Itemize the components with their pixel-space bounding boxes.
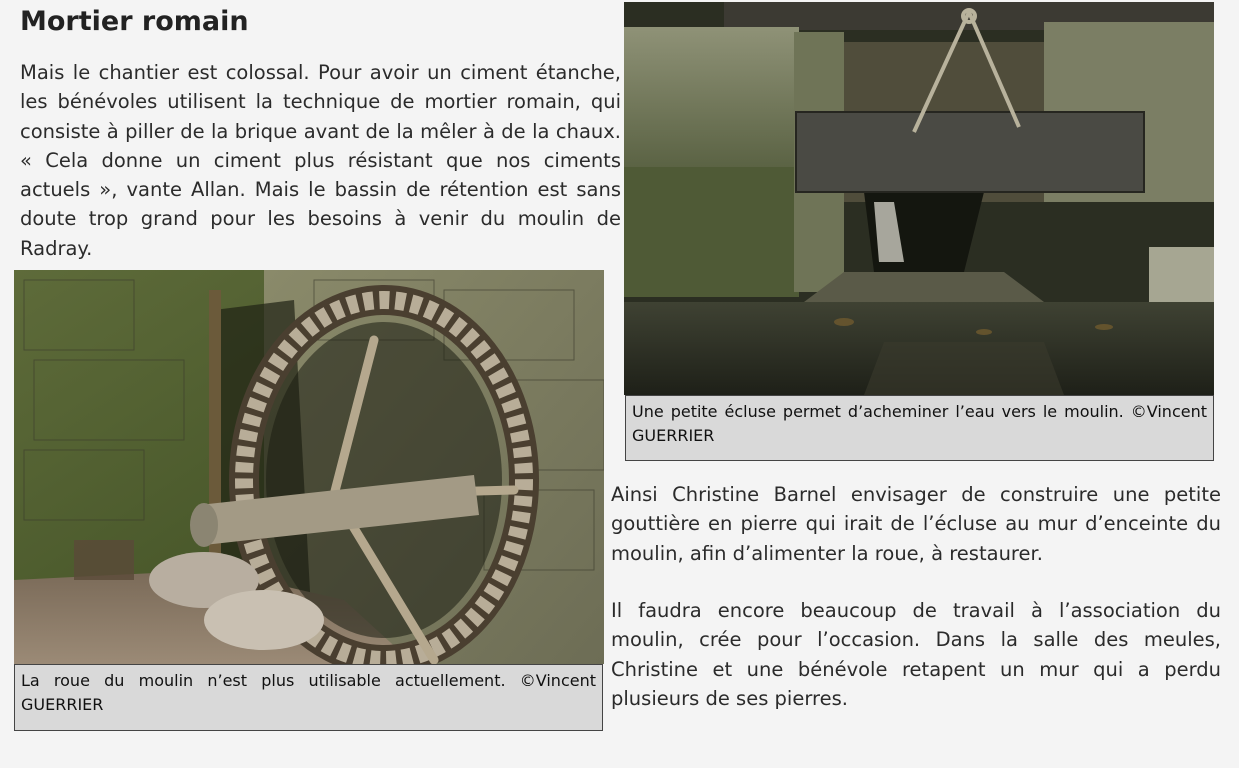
lead-paragraph: Mais le chantier est colossal. Pour avoir un ciment étanche, les bénévoles utilisent la technique de mortier romain, qui consiste à piller de la brique avant de la mêler à de la chaux. « Cela donne un ciment plus résistant que nos ciments actuels », vante Allan. Mais le bassin de rétention est sans doute trop grand pour les besoins à venir du moulin de Radray.: [20, 61, 621, 260]
paragraph-association: Il faudra encore beaucoup de travail à l’association du moulin, crée pour l’occasion. Dans la salle des meules, Christine et une bénévole retapent un mur qui a perdu plusieurs de ses pierres.: [611, 599, 1221, 710]
wheel-photo-caption: La roue du moulin n’est plus utilisable actuellement. ©Vincent GUERRIER: [14, 664, 603, 731]
sluice-photo-caption: Une petite écluse permet d’acheminer l’eau vers le moulin. ©Vincent GUERRIER: [625, 395, 1214, 461]
paragraph-gouttiere: Ainsi Christine Barnel envisager de construire une petite gouttière en pierre qui irait de l’écluse au mur d’enceinte du moulin, afin d’alimenter la roue, à restaurer.: [611, 483, 1221, 565]
water-wheel-photo: [14, 270, 604, 664]
sluice-photo: [624, 2, 1214, 395]
article-title: Mortier romain: [20, 6, 249, 37]
